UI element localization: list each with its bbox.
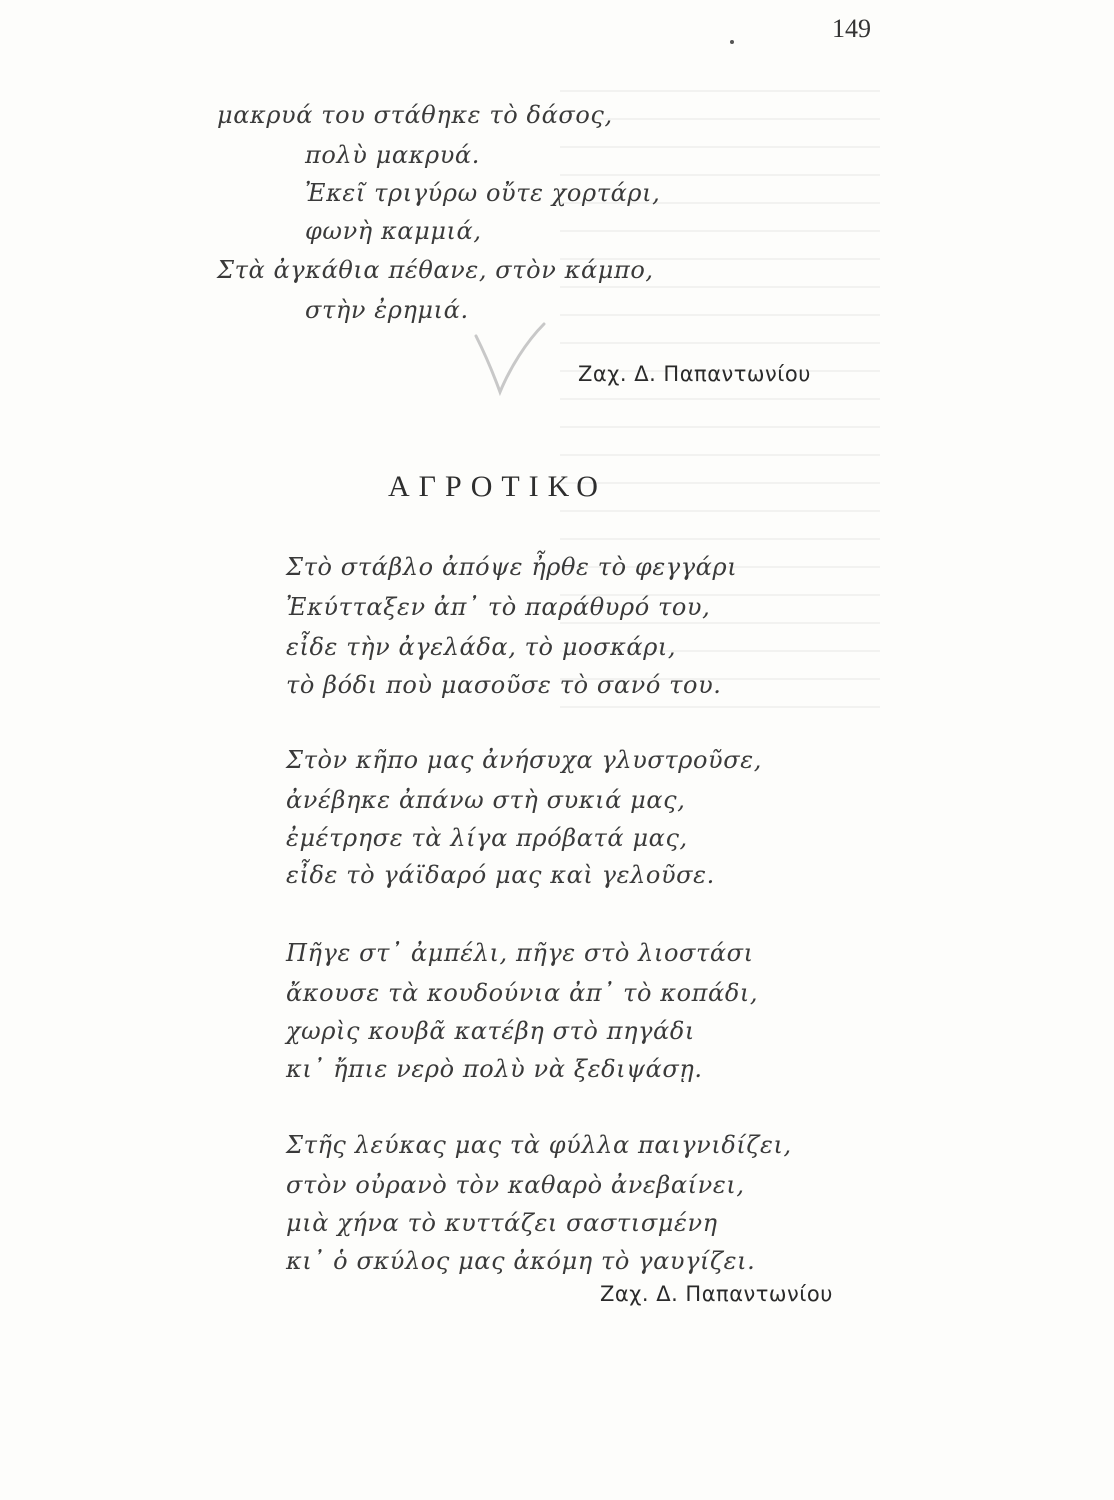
stanza1-line-2: Ἐκύτταξεν ἀπ᾽ τὸ παράθυρό του, xyxy=(286,593,711,621)
stanza3-line-1: Πῆγε στ᾽ ἀμπέλι, πῆγε στὸ λιοστάσι xyxy=(286,939,754,967)
stanza1-line-1: Στὸ στάβλο ἀπόψε ἦρθε τὸ φεγγάρι xyxy=(286,553,738,581)
stanza2-line-1: Στὸν κῆπο μας ἀνήσυχα γλυστροῦσε, xyxy=(286,746,762,774)
poem1-line-1: μακρυά του στάθηκε τὸ δάσος, xyxy=(217,101,613,129)
poem1-line-2: πολὺ μακρυά. xyxy=(305,141,480,169)
stanza1-line-3: εἶδε τὴν ἀγελάδα, τὸ μοσκάρι, xyxy=(286,633,677,661)
stanza3-line-3: χωρὶς κουβᾶ κατέβη στὸ πηγάδι xyxy=(286,1017,695,1045)
page-number: 149 xyxy=(832,14,871,43)
poem1-line-5: Στὰ ἀγκάθια πέθανε, στὸν κάμπο, xyxy=(217,256,654,284)
stanza2-line-3: ἐμέτρησε τὰ λίγα πρόβατά μας, xyxy=(286,824,688,852)
stanza4-line-2: στὸν οὐρανὸ τὸν καθαρὸ ἀνεβαίνει, xyxy=(286,1171,745,1199)
stanza2-line-4: εἶδε τὸ γάϊδαρό μας καὶ γελοῦσε. xyxy=(286,861,715,889)
stanza3-line-4: κι᾽ ἤπιε νερὸ πολὺ νὰ ξεδιψάσῃ. xyxy=(286,1055,703,1083)
poem-title: ΑΓΡΟΤΙΚΟ xyxy=(388,470,607,503)
check-mark-icon xyxy=(470,318,550,398)
stanza1-line-4: τὸ βόδι ποὺ μασοῦσε τὸ σανό του. xyxy=(286,671,722,699)
stanza4-line-1: Στῆς λεύκας μας τὰ φύλλα παιγνιδίζει, xyxy=(286,1131,792,1159)
stanza3-line-2: ἄκουσε τὰ κουδούνια ἀπ᾽ τὸ κοπάδι, xyxy=(286,979,759,1007)
poem1-line-6: στὴν ἐρημιά. xyxy=(305,296,469,324)
ink-dot xyxy=(730,40,734,44)
poem1-line-3: Ἐκεῖ τριγύρω οὔτε χορτάρι, xyxy=(305,179,661,207)
poem1-author: Ζαχ. Δ. Παπαντωνίου xyxy=(578,362,811,386)
poem1-line-4: φωνὴ καμμιά, xyxy=(305,217,482,245)
stanza2-line-2: ἀνέβηκε ἀπάνω στὴ συκιά μας, xyxy=(286,786,686,814)
stanza4-line-4: κι᾽ ὁ σκύλος μας ἀκόμη τὸ γαυγίζει. xyxy=(286,1247,756,1275)
poem2-author: Ζαχ. Δ. Παπαντωνίου xyxy=(600,1282,833,1306)
stanza4-line-3: μιὰ χήνα τὸ κυττάζει σαστισμένη xyxy=(286,1209,718,1237)
